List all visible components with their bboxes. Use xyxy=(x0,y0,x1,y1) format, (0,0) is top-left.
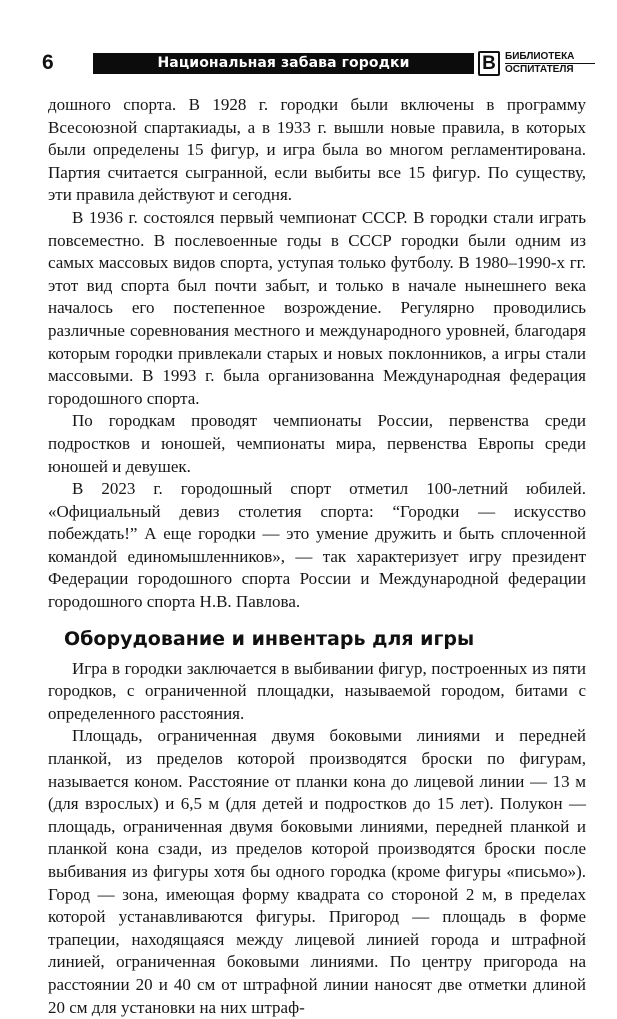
body-paragraph-2: В 1936 г. состоялся первый чемпионат СССР. В городки стали играть повсеместно. В послевоенные годы в СССР городки были одним из самых массовых видов спорта, уступая только футболу. В 1980–1990-х гг. этот вид спорта был почти забыт, и только в начале нынешнего века началось его постепенное возрождение. Регулярно проводились различные соревнования местного и международного уровней, благодаря которым городки привлекали старых и новых поклонников, а игры стали массовыми. В 1993 г. была организованна Международная федерация городошного спорта. xyxy=(48,207,586,408)
section-paragraph-1: Игра в городки заключается в выбивании фигур, построенных из пяти городков, с ограниченной площадки, называемой городом, битами с определенного расстояния. xyxy=(48,658,586,723)
body-paragraph-4: В 2023 г. городошный спорт отметил 100-летний юбилей. «Официальный девиз столетия спорта: “Городки — искусство побеждать!” А еще городки — это умение дружить и быть сплоченной командой единомышленников», — так характеризует игру президент Федерации городошного спорта России и Международной федерации городошного спорта Н.В. Павлова. xyxy=(48,479,586,612)
series-logo-line-1: БИБЛИОТЕКА xyxy=(505,51,575,62)
page-header xyxy=(0,49,617,85)
body-paragraph-3: По городкам проводят чемпионаты России, первенства среди подростков и юношей, чемпионаты мира, первенства Европы среди юношей и девушек. xyxy=(48,411,586,476)
section-heading: Оборудование и инвентарь для игры xyxy=(64,627,475,650)
section-paragraph-2: Площадь, ограниченная двумя боковыми линиями и передней планкой, из пределов которой производятся броски по фигурам, называется коном. Расстояние от планки кона до лицевой линии — 13 м (для взрослых) и 6,5 м (для детей и подростков до 15 лет). Полукон — площадь, ограниченная двумя боковыми линиями, передней планкой и планкой кона сзади, из пределов которой производятся броски после выбивания из фигуры хотя бы одного городка (кроме фигуры «письмо»). Город — зона, имеющая форму квадрата со стороной 2 м, в пределах которой устанавливаются фигуры. Пригород — площадь в форме трапеции, находящаяся между лицевой линией города и штрафной линией, ограниченная боковыми линиями. По центру пригорода на расстоянии 20 и 40 см от штрафной линии наносят две отметки длиной 20 см для установки на них штраф- xyxy=(48,726,586,1017)
series-logo-line-2: ОСПИТАТЕЛЯ xyxy=(505,63,595,76)
running-title: Национальная забава городки xyxy=(93,53,474,74)
page-body xyxy=(48,94,586,1019)
page-number: 6 xyxy=(42,51,54,74)
series-logo xyxy=(478,51,594,77)
series-logo-letter: B xyxy=(478,51,500,76)
body-paragraph-1: дошного спорта. В 1928 г. городки были включены в программу Всесоюзной спартакиады, а в 1933 г. вышли новые правила, в которых были определены 15 фигур, и игра была во многом регламентирована. Партия считается сыгранной, если выбиты все 15 фигур. По существу, эти правила действуют и сегодня. xyxy=(48,95,586,205)
series-logo-text xyxy=(505,51,595,76)
